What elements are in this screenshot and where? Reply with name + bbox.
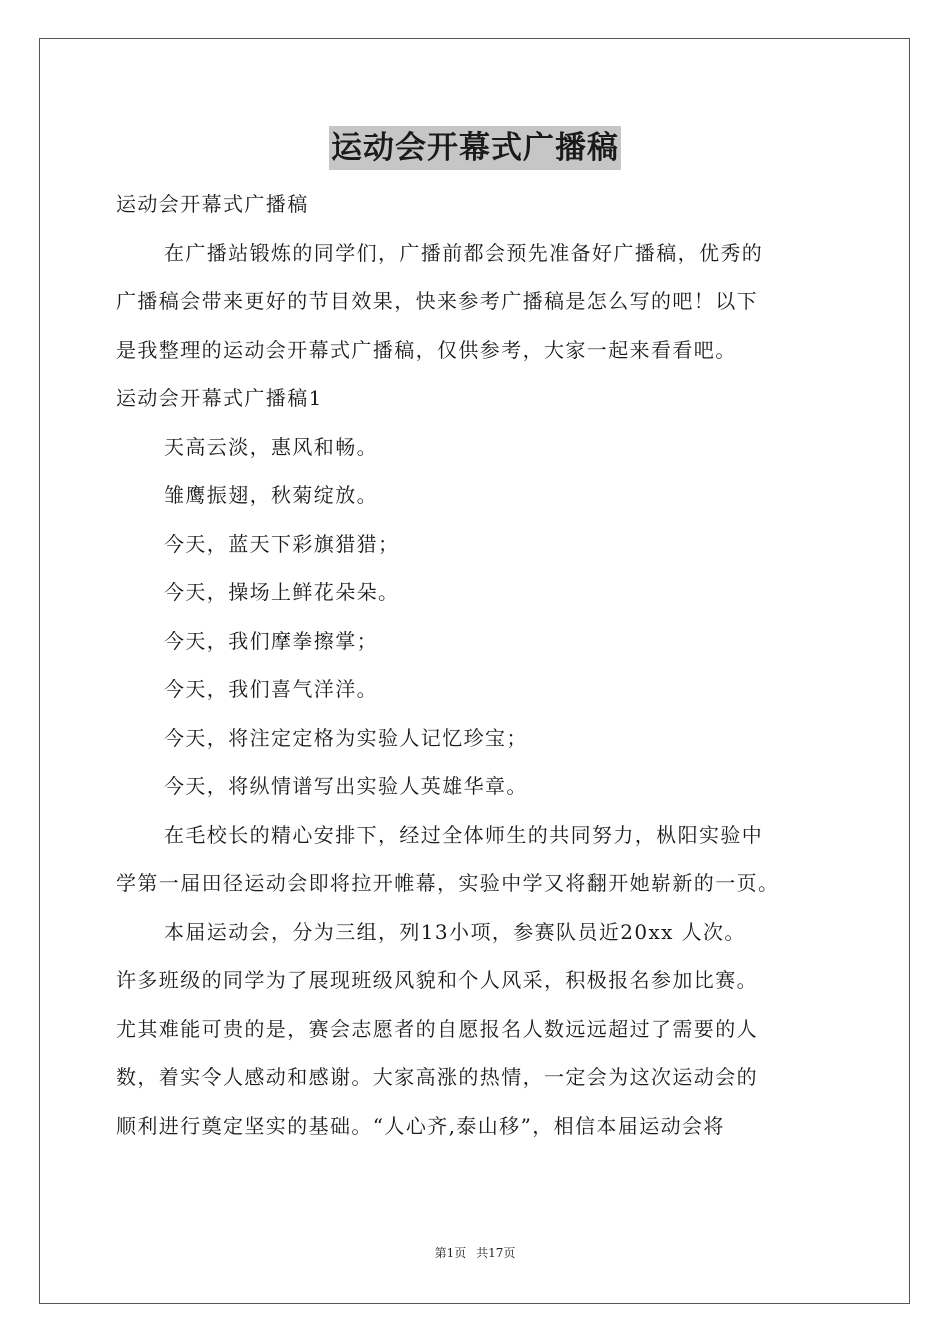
text-line: 尤其难能可贵的是，赛会志愿者的自愿报名人数远远超过了需要的人 — [116, 1016, 758, 1041]
text-line: 顺利进行奠定坚实的基础。“人心齐,泰山移”，相信本届运动会将 — [116, 1113, 725, 1138]
page-total: 共17页 — [476, 1246, 516, 1260]
text-line: 在毛校长的精心安排下，经过全体师生的共同努力，枞阳实验中 — [164, 822, 764, 847]
text-line: 运动会开幕式广播稿 — [116, 192, 309, 216]
page-footer — [0, 1245, 950, 1261]
text-line: 今天，将纵情谱写出实验人英雄华章。 — [164, 774, 528, 798]
text-line: 今天，将注定定格为实验人记忆珍宝； — [164, 725, 528, 750]
text-line: 天高云淡，惠风和畅。 — [164, 434, 378, 459]
text-line: 学第一届田径运动会即将拉开帷幕，实验中学又将翻开她崭新的一页。 — [116, 871, 780, 895]
text-line: 雏鹰振翅，秋菊绽放。 — [164, 483, 378, 507]
text-line: 数，着实令人感动和感谢。大家高涨的热情，一定会为这次运动会的 — [116, 1065, 758, 1089]
text-line: 今天，操场上鲜花朵朵。 — [164, 580, 400, 604]
text-line: 运动会开幕式广播稿1 — [116, 386, 323, 410]
document-title: 运动会开幕式广播稿 — [329, 126, 621, 170]
text-line: 广播稿会带来更好的节目效果，快来参考广播稿是怎么写的吧！以下 — [116, 289, 758, 313]
page-number: 第1页 — [434, 1246, 467, 1260]
title-container — [0, 126, 950, 170]
text-line: 今天，蓝天下彩旗猎猎； — [164, 531, 400, 556]
text-line: 本届运动会，分为三组，列13小项，参赛队员近20xx 人次。 — [164, 919, 746, 944]
text-line: 今天，我们摩拳擦掌； — [164, 628, 378, 653]
document-body — [116, 180, 838, 1150]
text-line: 今天，我们喜气洋洋。 — [164, 677, 378, 701]
text-line: 是我整理的运动会开幕式广播稿，仅供参考，大家一起来看看吧。 — [116, 337, 737, 362]
text-line: 在广播站锻炼的同学们，广播前都会预先准备好广播稿，优秀的 — [164, 240, 764, 265]
text-line: 许多班级的同学为了展现班级风貌和个人风采，积极报名参加比赛。 — [116, 968, 758, 992]
